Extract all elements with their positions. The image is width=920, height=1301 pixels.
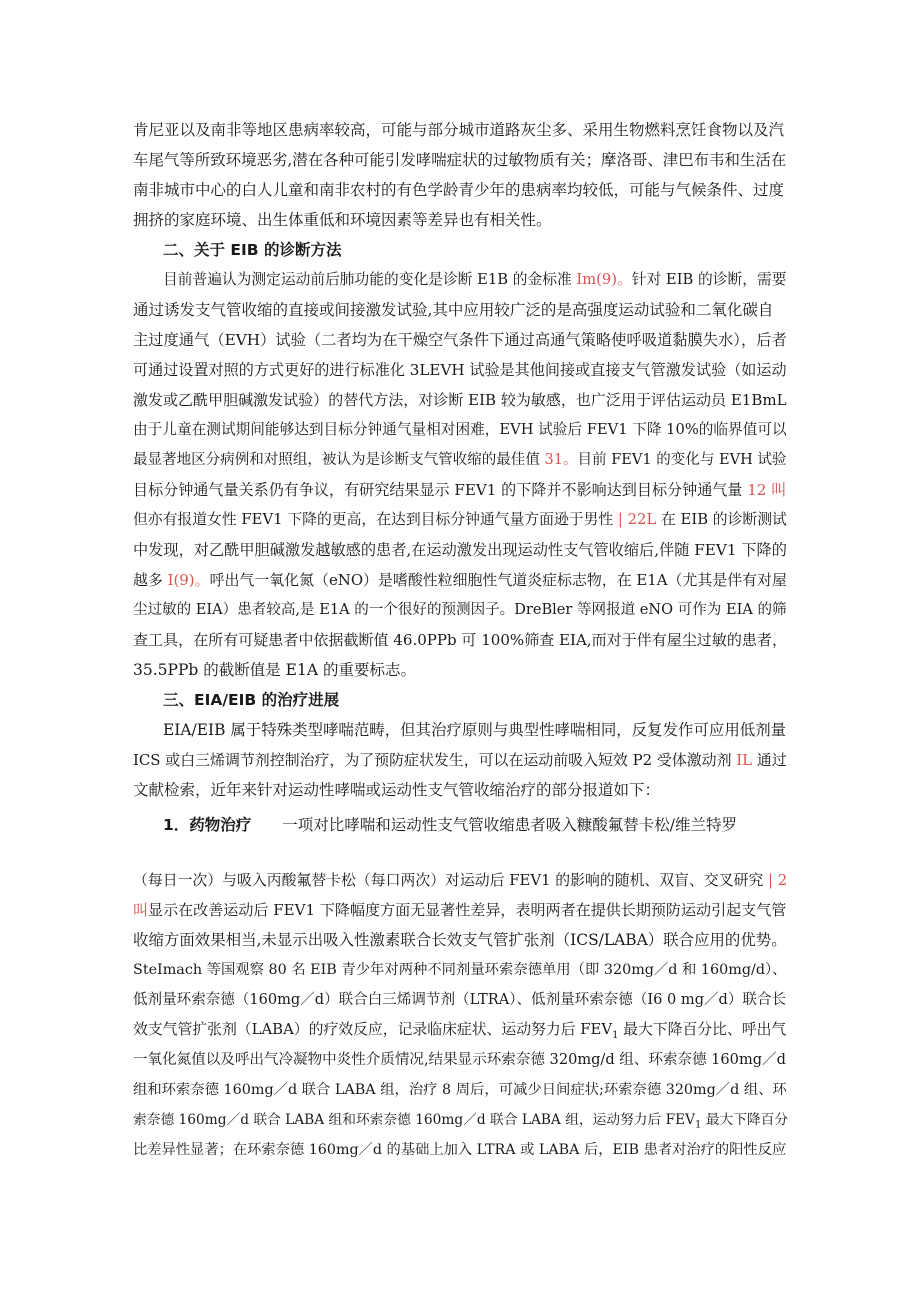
text-span: 车尾气等所致环境恶劣,潜在各种可能引发哮喘症状的过敏物质有关；摩洛哥、津巴布韦和生活在 <box>133 151 787 169</box>
text-span: SteImach 等国观察 80 名 EIB 青少年对两种不同剂量环索奈德单用（即 320mg／d 和 160mg/d）、 <box>133 962 787 978</box>
text-span: 肯尼亚以及南非等地区患病率较高，可能与部分城市道路灰尘多、采用生物燃料烹饪食物以及汽 <box>133 121 785 139</box>
text-line <box>133 450 786 470</box>
text-span: 最大下降百分比、呼出气 <box>618 1021 787 1038</box>
text-line <box>133 120 784 140</box>
text-line <box>133 960 787 980</box>
citation-ref: 31。 <box>544 452 578 468</box>
citation-ref: 叫 <box>133 901 149 919</box>
text-line <box>133 540 787 560</box>
text-line <box>133 480 786 500</box>
text-span: 收缩方面效果相当,未显示出吸入性激素联合长效支气管扩张剂（ICS/LABA）联合应用的优势。 <box>133 931 787 949</box>
text-line <box>133 390 787 410</box>
text-line <box>133 750 787 770</box>
text-line <box>133 630 787 650</box>
text-line <box>133 900 786 920</box>
text-line <box>163 815 737 835</box>
text-span: 南非城市中心的白人儿童和南非农村的有色学龄青少年的患病率均较低，可能与气候条件、过度 <box>133 181 785 199</box>
section-heading: 二、关于 EIB 的诊断方法 <box>163 241 342 259</box>
text-line <box>133 180 784 200</box>
text-span: 拥挤的家庭环境、出生体重低和环境因素等差异也有相关性。 <box>133 211 552 229</box>
text-span: 主过度通气（EVH）试验（二者均为在干燥空气条件下通过高通气策略使呼吸道黏膜失水），后者 <box>133 331 787 349</box>
text-line <box>133 360 787 380</box>
text-line <box>133 210 552 230</box>
text-line <box>163 690 339 710</box>
text-span: 尘过敏的 EIA）患者较高,是 E1A 的一个很好的预测因子。DreBler 等网报道 eNO 可作为 EIA 的筛 <box>133 601 787 618</box>
text-span: 激发或乙酰甲胆碱激发试验）的替代方法，对诊断 EIB 较为敏感，也广泛用于评估运动员 E1BmL <box>133 391 787 409</box>
text-line <box>133 1050 786 1070</box>
text-line <box>133 780 660 800</box>
text-line <box>133 990 786 1010</box>
text-span: 比差异性显著；在环索奈德 160mg／d 的基础上加入 LTRA 或 LABA 后，EIB 患者对治疗的阳性反应 <box>133 1142 787 1158</box>
text-line <box>133 660 416 680</box>
subscript: 1 <box>695 1119 702 1131</box>
citation-ref: IL <box>736 751 753 769</box>
section-heading: 1．药物治疗 <box>163 816 252 834</box>
text-line <box>133 420 787 440</box>
text-line <box>133 1140 786 1160</box>
text-span: 目前 FEV1 的变化与 EVH 试验 <box>577 452 787 468</box>
text-line <box>133 570 787 590</box>
text-span: 一氧化氮值以及呼出气冷凝物中炎性介质情况,结果显示环索奈德 320mg/d 组、环索奈德 160mg／d <box>133 1051 786 1068</box>
text-line <box>133 510 787 530</box>
text-line <box>133 300 773 320</box>
text-span: 目前普遍认为测定运动前后肺功能的变化是诊断 E1B 的金标准 <box>163 271 577 288</box>
text-span: 低剂量环索奈德（160mg／d）联合白三烯调节剂（LTRA）、低剂量环索奈德（I6 0 mg／d）联合长 <box>133 991 787 1008</box>
text-span: 最显著地区分病例和对照组，被认为是诊断支气管收缩的最佳值 <box>133 452 545 468</box>
text-span: 可通过设置对照的方式更好的进行标准化 3LEVH 试验是其他间接或直接支气管激发试验（如运动 <box>133 361 787 379</box>
text-span: 针对 EIB 的诊断，需要 <box>631 271 787 288</box>
text-span: 最大下降百分 <box>701 1112 789 1128</box>
text-line <box>133 1080 787 1100</box>
text-line <box>133 930 787 950</box>
text-span: 组和环索奈德 160mg／d 联合 LABA 组，治疗 8 周后，可减少日间症状;环索奈德 320mg／d 组、环 <box>133 1082 787 1098</box>
text-span: 由于儿童在测试期间能够达到目标分钟通气量相对困难，EVH 试验后 FEV1 下降 10%的临界值可以 <box>133 421 787 438</box>
text-span: 通过 <box>752 751 787 769</box>
text-span: 在 EIB 的诊断测试 <box>656 511 787 528</box>
text-span: （每日一次）与吸入丙酸氟替卡松（每口两次）对运动后 FEV1 的影响的随机、双盲、交叉研究 <box>133 871 769 889</box>
text-line <box>163 240 341 260</box>
text-line <box>133 150 786 170</box>
text-span: 但亦有报道女性 FEV1 下降的更高，在达到目标分钟通气量方面逊于男性 <box>133 511 618 528</box>
section-heading: 三、EIA/EIB 的治疗进展 <box>163 691 340 709</box>
text-line <box>133 1110 788 1136</box>
subscript: 1 <box>612 1029 619 1041</box>
citation-ref: | 22L <box>617 511 657 528</box>
text-line <box>133 600 787 620</box>
text-span: 一项对比哮喘和运动性支气管收缩患者吸入糠酸氟替卡松/维兰特罗 <box>251 816 738 834</box>
text-span: 索奈德 160mg／d 联合 LABA 组和环索奈德 160mg／d 联合 LABA 组，运动努力后 FEV <box>133 1112 696 1128</box>
text-line <box>163 270 786 290</box>
text-span: 越多 <box>133 571 168 589</box>
text-span: ICS 或白三烯调节剂控制治疗，为了预防症状发生，可以在运动前吸入短效 P2 受体激动剂 <box>133 751 737 769</box>
text-span: 中发现，对乙酰甲胆碱激发越敏感的患者,在运动激发出现运动性支气管收缩后,伴随 FEV1 下降的 <box>133 541 787 559</box>
text-span: 通过诱发支气管收缩的直接或间接激发试验,其中应用较广泛的是高强度运动试验和二氧化碳自 <box>133 301 774 319</box>
text-span: 显示在改善运动后 FEV1 下降幅度方面无显著性差异，表明两者在提供长期预防运动引起支气管 <box>148 901 787 919</box>
text-span: EIA/EIB 属于特殊类型哮喘范畴，但其治疗原则与典型性哮喘相同，反复发作可应用低剂量 <box>163 721 787 739</box>
citation-ref: 12 叫 <box>747 481 787 499</box>
citation-ref: Im(9)。 <box>576 271 632 288</box>
text-line <box>133 870 787 890</box>
text-span: 目标分钟通气量关系仍有争议，有研究结果显示 FEV1 的下降并不影响达到目标分钟通气量 <box>133 481 748 499</box>
text-line <box>133 330 787 350</box>
text-span: 文献检索，近年来针对运动性哮喘或运动性支气管收缩治疗的部分报道如下： <box>133 781 661 799</box>
citation-ref: I(9)。 <box>167 571 210 589</box>
text-line <box>133 1020 786 1046</box>
text-span: 效支气管扩张剂（LABA）的疗效反应，记录临床症状、运动努力后 FEV <box>133 1021 613 1038</box>
citation-ref: | 2 <box>768 871 788 889</box>
text-line <box>163 720 786 740</box>
text-span: 呼出气一氧化氮（eNO）是嗜酸性粒细胞性气道炎症标志物，在 E1A（尤其是伴有对屋 <box>209 571 787 589</box>
text-span: 查工具，在所有可疑患者中依据截断值 46.0PPb 可 100%筛查 EIA,而对于伴有屋尘过敏的患者， <box>133 631 787 649</box>
text-span: 35.5PPb 的截断值是 E1A 的重要标志。 <box>133 661 416 679</box>
